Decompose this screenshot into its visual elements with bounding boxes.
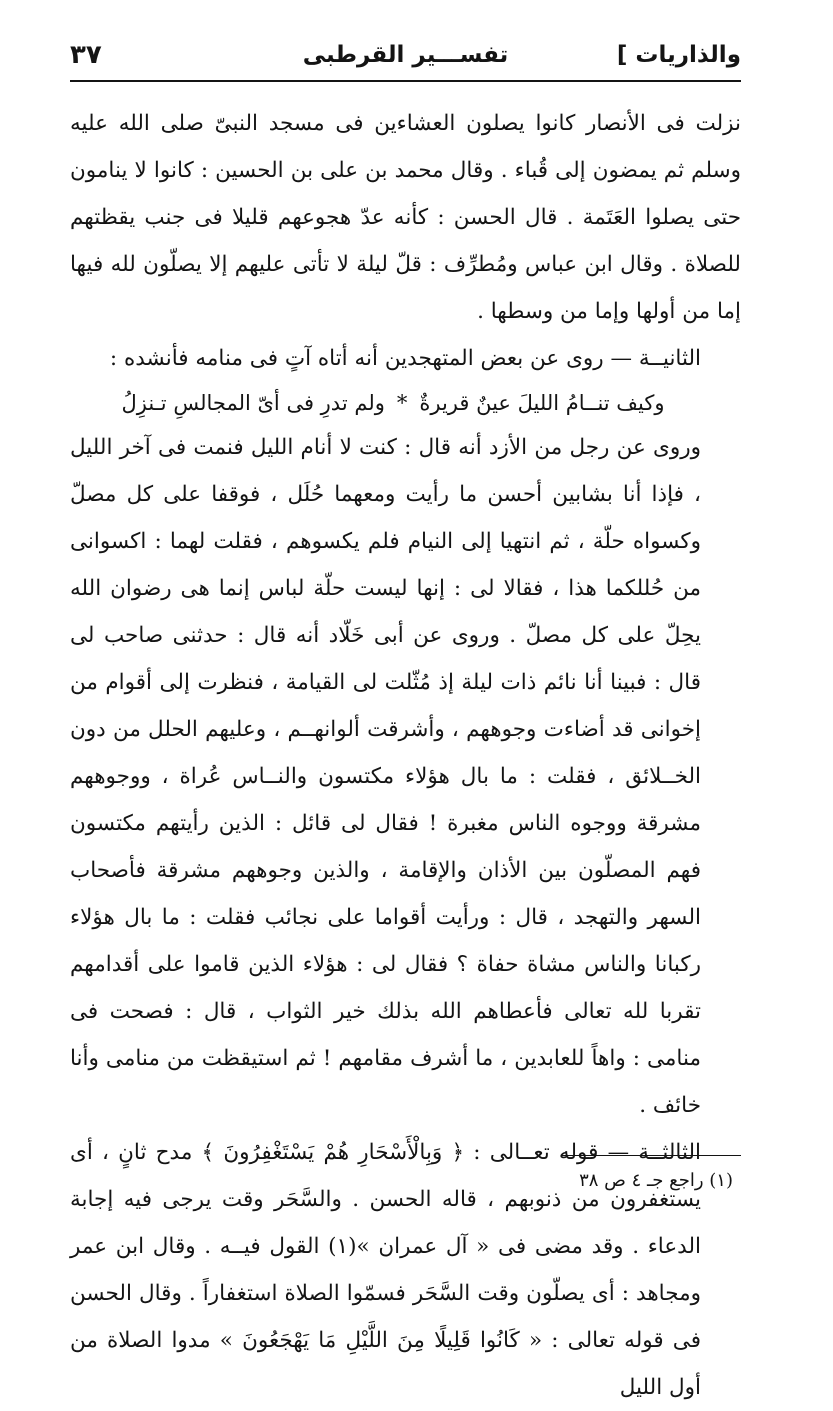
poem-verse [90, 382, 696, 424]
paragraph: الثالثــة — قوله تعــالى : ﴿ وَبِالْأَسْحَارِ هُمْ يَسْتَغْفِرُونَ ﴾ مدح ثانٍ ، أى يستغفرون من ذنوبهم ، قاله الحسن . والسَّحَر وقت يرجى فيه إجابة الدعاء . وقد مضى فى « آل عمران »(١) القول فيــه . وقال ابن عمر ومجاهد : أى يصلّون وقت السَّحَر فسمّوا الصلاة استغفاراً . وقال الحسن فى قوله تعالى : « كَانُوا قَلِيلًا مِنَ اللَّيْلِ مَا يَهْجَعُونَ » مدوا الصلاة من أول الليل [70, 1140, 701, 1400]
paragraph: نزلت فى الأنصار كانوا يصلون العشاءين فى مسجد النبىّ صلى الله عليه وسلم ثم يمضون إلى قُباء . وقال محمد بن على بن الحسين : كانوا لا ينامون حتى يصلوا العَتَمة . قال الحسن : كأنه عدّ هجوعهم قليلا فى جنب يقظتهم للصلاة . وقال ابن عباس ومُطرِّف : قلّ ليلة لا تأتى عليهم إلا يصلّون لله فيها إما من أولها وإما من وسطها . [70, 111, 741, 324]
page-header [70, 30, 741, 80]
section-title: والذاريات ] [616, 42, 741, 68]
verse-second-hemistich: ولم تدرِ فى أىّ المجالسِ تـنزِلُ [121, 391, 385, 415]
footnote-rule [561, 1155, 741, 1156]
page-number: ٣٧ [70, 40, 102, 70]
book-title: تفســـير القرطبى [302, 42, 509, 68]
paragraph: وروى عن رجل من الأزد أنه قال : كنت لا أنام الليل فنمت فى آخر الليل ، فإذا أنا بشابين أحسن ما رأيت ومعهما حُلَل ، فوقفا على كل مصلّ وكسواه حلّة ، ثم انتهيا إلى النيام فلم يكسوهم ، فقلت لهما : اكسوانى من حُللكما هذا ، فقالا لى : إنها ليست حلّة لباس إنما هى رضوان الله يحِلّ على كل مصلّ . وروى عن أبى خَلّاد أنه قال : حدثنى صاحب لى قال : فبينا أنا نائم ذات ليلة إذ مُثّلت لى القيامة ، فنظرت إلى أقوام من إخوانى قد أضاءت وجوههم ، وأشرقت ألوانهــم ، وعليهم الحلل من دون الخــلائق ، فقلت : ما بال هؤلاء مكتسون والنــاس عُراة ، ووجوههم مشرقة ووجوه الناس مغبرة ! فقال لى قائل : الذين رأيتهم مكتسون فهم المصلّون بين الأذان والإقامة ، والذين وجوههم مشرقة فأصحاب السهر والتهجد ، قال : ورأيت أقواما على نجائب فقلت : ما بال هؤلاء ركبانا والناس مشاة حفاة ؟ فقال لى : هؤلاء الذين قاموا على أقدامهم تقربا لله تعالى فأعطاهم الله بذلك خير الثواب ، قال : فصحت فى منامى : واهاً للعابدين ، ما أشرف مقامهم ! ثم استيقظت من منامى وأنا خائف . [70, 435, 701, 1118]
verse-first-hemistich: وكيف تنــامُ الليلَ عينٌ قريرةٌ [419, 391, 665, 415]
paragraph: الثانيــة — روى عن بعض المتهجدين أنه أتاه آتٍ فى منامه فأنشده : [109, 346, 701, 371]
main-text [70, 100, 741, 1411]
footnote: (١) راجع جـ ٤ ص ٣٨ [579, 1170, 733, 1191]
header-rule [70, 80, 741, 82]
verse-separator: * [396, 391, 408, 415]
